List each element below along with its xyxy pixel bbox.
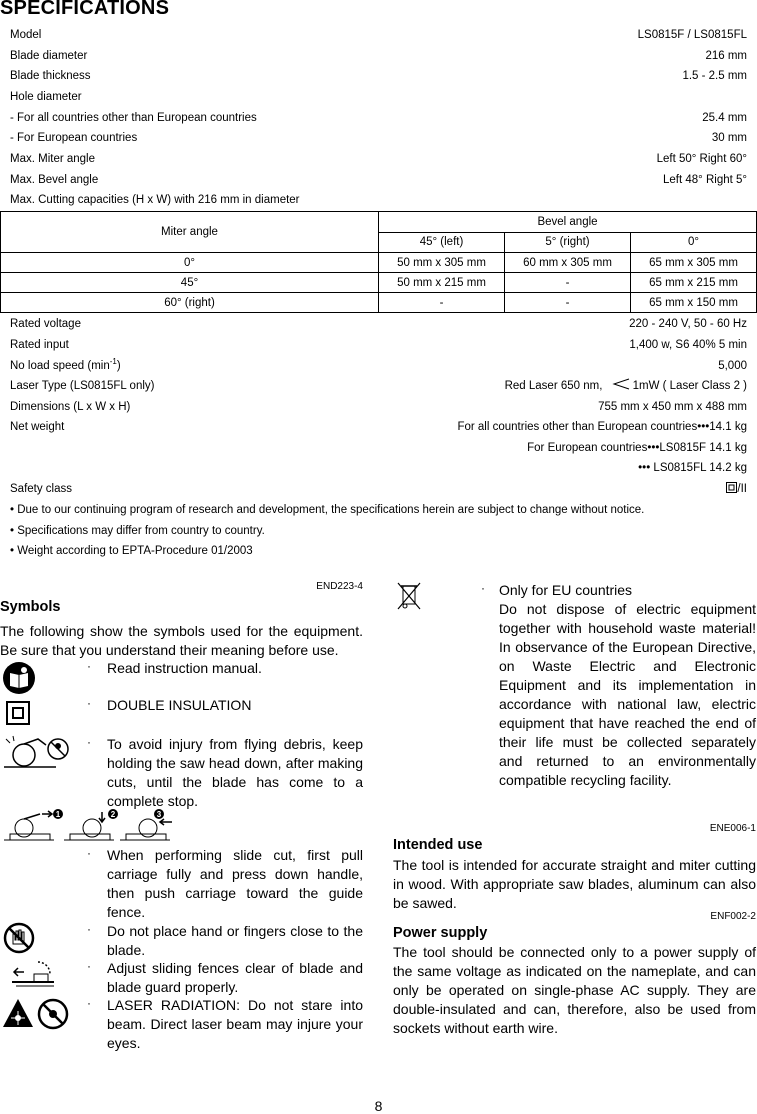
spec-value: 220 - 240 V, 50 - 60 Hz — [629, 318, 747, 330]
power-supply-heading: Power supply — [393, 925, 488, 941]
bullet: · — [87, 846, 91, 860]
step-1-saw — [4, 809, 63, 840]
spec-label: Rated input — [10, 339, 69, 351]
symbol-text: Adjust sliding fences clear of blade and blade guard properly. — [107, 960, 363, 995]
spec-row-safety-class — [10, 480, 747, 498]
table-header-row — [1, 212, 757, 233]
symbol-text: LASER RADIATION: Do not stare into beam. Direct laser beam may injure your eyes. — [107, 997, 363, 1051]
step-number-2: 2 — [110, 810, 116, 819]
note: • Due to our continuing program of research and development, the specifications herein are subject to change without notice. — [10, 504, 645, 516]
spec-value: 1,400 w, S6 40% 5 min — [629, 339, 747, 351]
section-code: ENF002-2 — [710, 911, 756, 922]
spec-label: Blade thickness — [10, 70, 91, 82]
bullet: · — [87, 959, 91, 973]
superscript: -1 — [109, 357, 117, 367]
spec-label: Max. Miter angle — [10, 153, 96, 165]
spec-value: 25.4 mm — [702, 112, 747, 124]
bullet: · — [87, 659, 91, 673]
spec-row-blade-thickness — [10, 67, 747, 85]
intended-use-heading: Intended use — [393, 837, 483, 853]
spec-value — [726, 480, 747, 498]
spec-row-model — [10, 26, 747, 44]
symbol-text: When performing slide cut, first pull carriage fully and press down handle, then push carriage toward the guide fence. — [107, 847, 363, 920]
step-3-saw — [120, 809, 172, 840]
sliding-fence-icon — [10, 958, 58, 990]
page-number: 8 — [374, 1098, 383, 1114]
table-cell: - — [505, 273, 631, 293]
table-row — [1, 273, 757, 293]
double-insulation-icon — [726, 482, 737, 493]
spec-label: - For European countries — [10, 132, 138, 144]
laser-value-pre: Red Laser 650 nm, — [504, 380, 603, 392]
safety-class-value: /II — [737, 483, 747, 495]
bullet: · — [87, 735, 91, 749]
spec-row-net-weight — [10, 418, 747, 436]
eu-text: Do not dispose of electric equipment together with household waste material! In observance of the European Directive, on Waste Electric and Electronic Equipment and its implementation in accordance with national law, electric equipment that have reached the end of their life must be collected separately and returned to an environmentally compatible recycling facility. — [499, 601, 756, 788]
spec-value: 755 mm x 450 mm x 488 mm — [598, 401, 747, 413]
spec-row-rated-input — [10, 336, 747, 354]
spec-label: Blade diameter — [10, 50, 88, 62]
spec-value: 30 mm — [711, 132, 747, 144]
spec-label: Model — [10, 29, 42, 41]
spec-row-laser-type — [10, 377, 747, 395]
spec-value: For European countries•••LS0815F 14.1 kg — [527, 442, 747, 454]
spec-label-end: ) — [116, 360, 121, 372]
spec-label: Max. Cutting capacities (H x W) with 216 mm in diameter — [10, 194, 300, 206]
table-cell: 50 mm x 215 mm — [379, 273, 505, 293]
spec-value: For all countries other than European countries•••14.1 kg — [457, 421, 747, 433]
spec-label: Net weight — [10, 421, 65, 433]
spec-row-blade-diameter — [10, 47, 747, 65]
table-cell: 65 mm x 215 mm — [631, 273, 757, 293]
spec-value: 1.5 - 2.5 mm — [682, 70, 747, 82]
spec-row-net-weight-fl — [10, 459, 747, 477]
table-cell: 45° — [1, 273, 379, 293]
step-number-1: 1 — [55, 810, 61, 819]
section-code: END223-4 — [316, 581, 363, 592]
note: • Specifications may differ from country to country. — [10, 525, 265, 537]
spec-label: - For all countries other than European countries — [10, 112, 257, 124]
slide-cut-steps-icon — [2, 808, 174, 846]
eu-title: Only for EU countries — [499, 582, 633, 598]
bevel-col-header: 0° — [631, 232, 757, 253]
bevel-angle-header: Bevel angle — [379, 212, 757, 233]
spec-row-no-load-speed — [10, 357, 747, 375]
table-cell: - — [505, 293, 631, 313]
spec-row-rated-voltage — [10, 315, 747, 333]
table-cell: 50 mm x 305 mm — [379, 253, 505, 273]
spec-label: Safety class — [10, 483, 72, 495]
spec-row-max-bevel — [10, 171, 747, 189]
spec-value — [505, 377, 747, 395]
table-row — [1, 253, 757, 273]
page-title: SPECIFICATIONS — [0, 0, 170, 19]
spec-value: ••• LS0815FL 14.2 kg — [638, 462, 747, 474]
table-cell: 60 mm x 305 mm — [505, 253, 631, 273]
less-than-symbol-icon — [612, 378, 632, 390]
spec-value: Left 50° Right 60° — [656, 153, 747, 165]
table-cell: 65 mm x 305 mm — [631, 253, 757, 273]
spec-label: Rated voltage — [10, 318, 81, 330]
section-code: ENE006-1 — [709, 823, 756, 834]
spec-value: 216 mm — [705, 50, 747, 62]
bevel-col-header: 45° (left) — [379, 232, 505, 253]
spec-label: Dimensions (L x W x H) — [10, 401, 131, 413]
table-cell: 60° (right) — [1, 293, 379, 313]
read-manual-icon — [2, 661, 36, 695]
spec-label: Laser Type (LS0815FL only) — [10, 380, 155, 392]
spec-label-main: No load speed (min — [10, 360, 110, 372]
laser-warning-icon — [2, 997, 70, 1031]
intended-use-text: The tool is intended for accurate straight and miter cutting in wood. With appropriate saw blades, aluminum can also be sawed. — [393, 857, 756, 911]
spec-row-max-miter — [10, 150, 747, 168]
bullet: · — [87, 696, 91, 710]
bevel-col-header: 5° (right) — [505, 232, 631, 253]
symbol-text: To avoid injury from flying debris, keep holding the saw head down, after making cuts, until the blade has come to a complete stop. — [107, 736, 363, 809]
bullet: · — [87, 922, 91, 936]
table-cell: 65 mm x 150 mm — [631, 293, 757, 313]
spec-value: 5,000 — [718, 360, 747, 372]
symbol-text: Read instruction manual. — [107, 660, 262, 676]
spec-row-net-weight-eu — [10, 439, 747, 457]
symbol-text: DOUBLE INSULATION — [107, 697, 252, 713]
cutting-capacity-table — [0, 211, 757, 313]
double-insulation-icon — [6, 701, 30, 725]
note: • Weight according to EPTA-Procedure 01/2003 — [10, 545, 253, 557]
miter-angle-header: Miter angle — [1, 212, 379, 253]
table-row — [1, 293, 757, 313]
symbols-heading: Symbols — [0, 599, 61, 615]
bullet: · — [87, 996, 91, 1010]
table-cell: - — [379, 293, 505, 313]
symbol-text: Do not place hand or fingers close to the blade. — [107, 923, 363, 958]
spec-label: Max. Bevel angle — [10, 174, 99, 186]
spec-row-hole-eu — [10, 129, 747, 147]
spec-label — [10, 357, 121, 375]
bullet: · — [481, 581, 485, 595]
spec-label: Hole diameter — [10, 91, 82, 103]
flying-debris-icon — [2, 735, 70, 773]
table-cell: 0° — [1, 253, 379, 273]
symbols-intro: The following show the symbols used for the equipment. Be sure that you understand their meaning before use. — [0, 623, 363, 658]
laser-value-post: 1mW ( Laser Class 2 ) — [632, 380, 747, 392]
spec-row-dimensions — [10, 398, 747, 416]
spec-row-hole-diameter — [10, 88, 747, 106]
power-supply-text: The tool should be connected only to a power supply of the same voltage as indicated on the nameplate, and can only be operated on single-phase AC supply. They are double-insulated and can, therefore, also be used from sockets without earth wire. — [393, 944, 756, 1036]
spec-row-cutting-caption — [10, 191, 747, 209]
step-number-3: 3 — [156, 810, 162, 819]
spec-row-hole-non-eu — [10, 109, 747, 127]
spec-value: Left 48° Right 5° — [663, 174, 747, 186]
no-hands-icon — [3, 922, 35, 954]
weee-bin-icon — [395, 580, 423, 612]
spec-value: LS0815F / LS0815FL — [637, 29, 747, 41]
